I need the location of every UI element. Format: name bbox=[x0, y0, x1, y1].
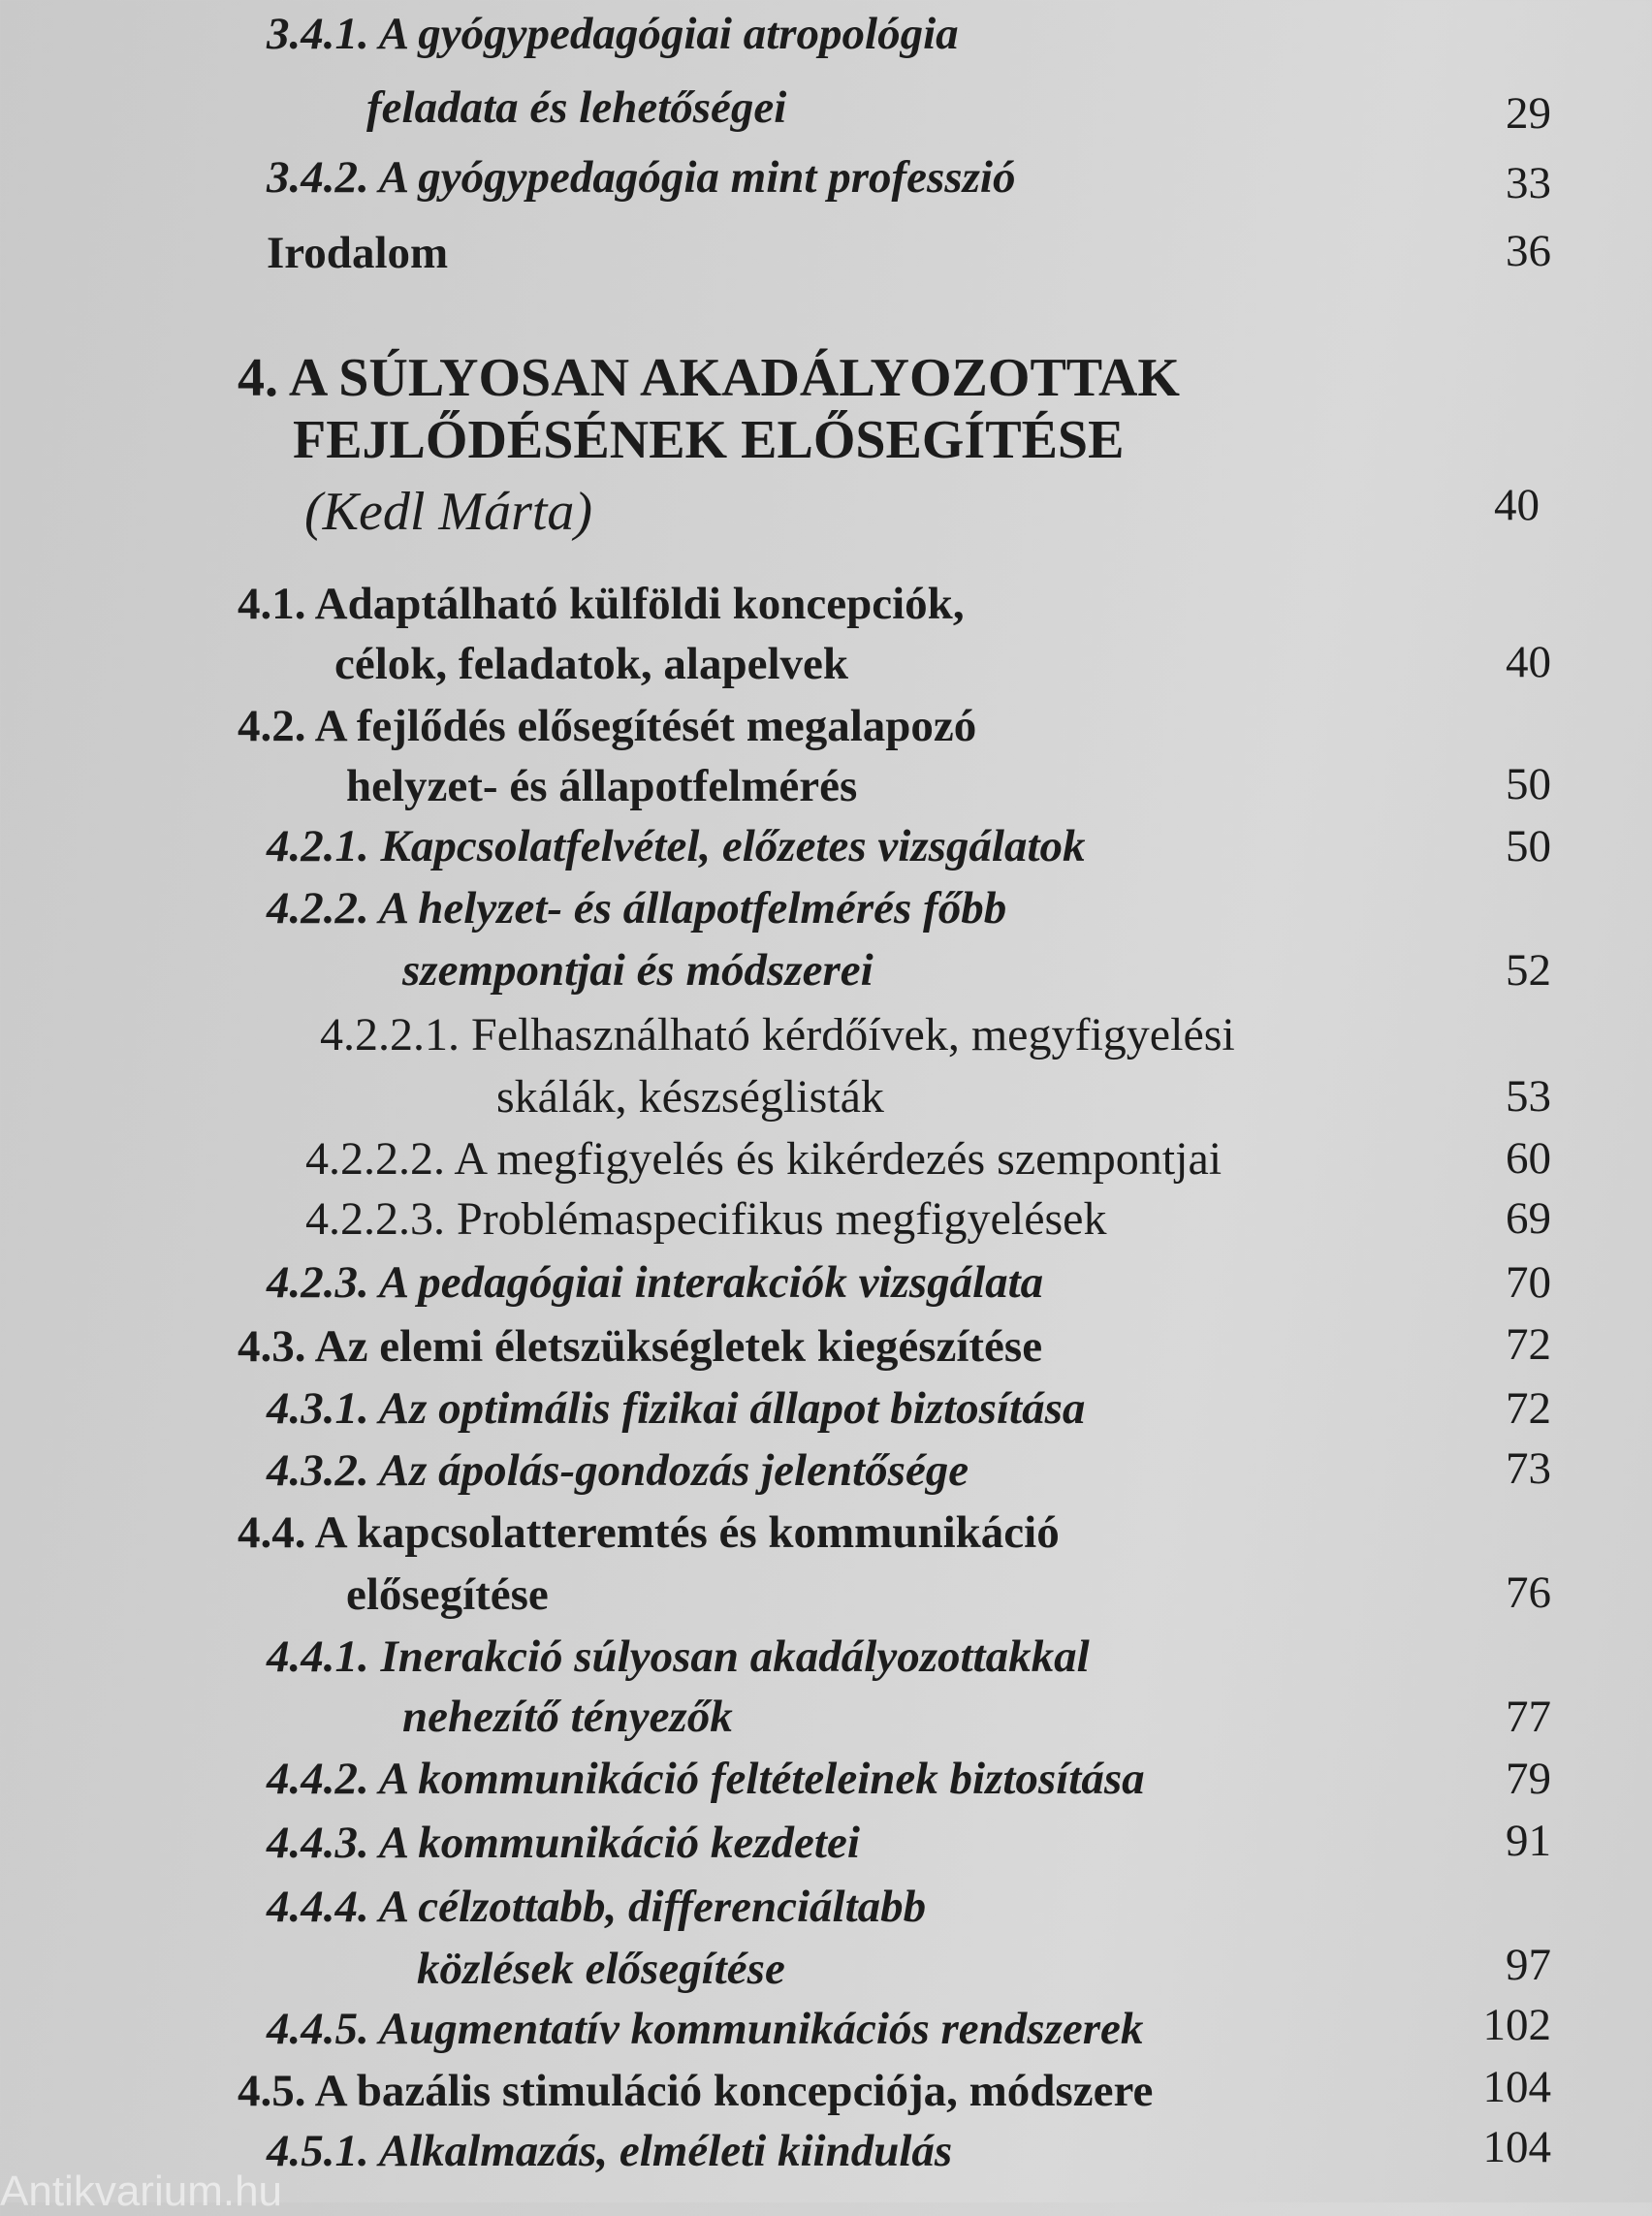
page-number: 72 bbox=[1506, 1319, 1551, 1370]
toc-entry-4-4-5: 4.4.5. Augmentatív kommunikációs rendszerek bbox=[267, 2004, 1144, 2054]
page-number: 76 bbox=[1506, 1567, 1551, 1618]
toc-entry-3-4-1: 3.4.1. A gyógypedagógiai atropológia bbox=[267, 9, 959, 59]
chapter-title-line2: FEJLŐDÉSÉNEK ELŐSEGÍTÉSE bbox=[293, 410, 1125, 470]
toc-entry-3-4-1-cont: feladata és lehetőségei bbox=[366, 82, 787, 133]
page-number: 73 bbox=[1506, 1443, 1551, 1494]
toc-entry-4-2-2: 4.2.2. A helyzet- és állapotfelmérés főbb bbox=[267, 883, 1007, 934]
toc-entry-4-4-4: 4.4.4. A célzottabb, differenciáltabb bbox=[267, 1882, 927, 1932]
page-number: 79 bbox=[1506, 1754, 1551, 1804]
page-number: 60 bbox=[1506, 1133, 1551, 1184]
page-number: 52 bbox=[1506, 945, 1551, 996]
page-number: 29 bbox=[1506, 88, 1551, 139]
toc-entry-4-4-1-cont: nehezítő tényezők bbox=[402, 1692, 733, 1742]
toc-entry-4-2-2-1: 4.2.2.1. Felhasználható kérdőívek, megyfigyelési bbox=[320, 1009, 1235, 1061]
page-number: 97 bbox=[1506, 1940, 1551, 1990]
toc-entry-4-4-4-cont: közlések elősegítése bbox=[417, 1944, 785, 1994]
toc-entry-4-3-1: 4.3.1. Az optimális fizikai állapot biztosítása bbox=[267, 1383, 1086, 1434]
toc-entry-irodalom: Irodalom bbox=[267, 228, 449, 278]
toc-entry-4-2-2-3: 4.2.2.3. Problémaspecifikus megfigyelések bbox=[305, 1193, 1107, 1245]
toc-entry-4-4: 4.4. A kapcsolatteremtés és kommunikáció bbox=[238, 1507, 1060, 1558]
page-number: 33 bbox=[1506, 158, 1551, 208]
chapter-author: (Kedl Márta) bbox=[304, 482, 593, 542]
toc-entry-4-1: 4.1. Adaptálható külföldi koncepciók, bbox=[238, 579, 965, 629]
page-number: 40 bbox=[1506, 637, 1551, 687]
toc-entry-4-5: 4.5. A bazális stimuláció koncepciója, módszere bbox=[238, 2066, 1154, 2116]
page-number: 102 bbox=[1482, 2000, 1551, 2050]
toc-entry-4-4-2: 4.4.2. A kommunikáció feltételeinek biztosítása bbox=[267, 1754, 1145, 1804]
toc-entry-4-2-3: 4.2.3. A pedagógiai interakciók vizsgálata bbox=[267, 1257, 1044, 1308]
toc-entry-4-1-cont: célok, feladatok, alapelvek bbox=[334, 639, 849, 689]
page-number: 53 bbox=[1506, 1071, 1551, 1122]
watermark: Antikvarium.hu bbox=[0, 2168, 283, 2215]
page-number: 69 bbox=[1506, 1193, 1551, 1244]
page-number: 91 bbox=[1506, 1816, 1551, 1866]
page-number: 77 bbox=[1506, 1692, 1551, 1742]
toc-entry-4-2-2-2: 4.2.2.2. A megfigyelés és kikérdezés szempontjai bbox=[305, 1133, 1223, 1185]
page-number: 36 bbox=[1506, 226, 1551, 276]
toc-entry-4-2-2-cont: szempontjai és módszerei bbox=[402, 945, 874, 996]
chapter-title-line1: 4. A SÚLYOSAN AKADÁLYOZOTTAK bbox=[238, 348, 1180, 408]
toc-entry-3-4-2: 3.4.2. A gyógypedagógia mint professzió bbox=[267, 152, 1016, 203]
page-number: 50 bbox=[1506, 821, 1551, 871]
toc-entry-4-5-1: 4.5.1. Alkalmazás, elméleti kiindulás bbox=[267, 2126, 953, 2176]
page-number: 104 bbox=[1482, 2122, 1551, 2172]
page-number: 72 bbox=[1506, 1383, 1551, 1434]
toc-entry-4-4-3: 4.4.3. A kommunikáció kezdetei bbox=[267, 1818, 860, 1868]
toc-entry-4-4-cont: elősegítése bbox=[346, 1569, 549, 1620]
page-number: 104 bbox=[1482, 2062, 1551, 2112]
page-number: 50 bbox=[1506, 759, 1551, 809]
toc-entry-4-2: 4.2. A fejlődés elősegítését megalapozó bbox=[238, 701, 977, 751]
toc-entry-4-4-1: 4.4.1. Inerakció súlyosan akadályozottakkal bbox=[267, 1631, 1090, 1682]
toc-entry-4-3: 4.3. Az elemi életszükségletek kiegészítése bbox=[238, 1321, 1043, 1372]
toc-entry-4-2-cont: helyzet- és állapotfelmérés bbox=[346, 761, 858, 811]
toc-entry-4-3-2: 4.3.2. Az ápolás-gondozás jelentősége bbox=[267, 1445, 969, 1496]
toc-entry-4-2-2-1-cont: skálák, készséglisták bbox=[496, 1071, 884, 1123]
toc-entry-4-2-1: 4.2.1. Kapcsolatfelvétel, előzetes vizsgálatok bbox=[267, 821, 1086, 871]
page-number: 40 bbox=[1494, 480, 1540, 530]
page-number: 70 bbox=[1506, 1257, 1551, 1308]
